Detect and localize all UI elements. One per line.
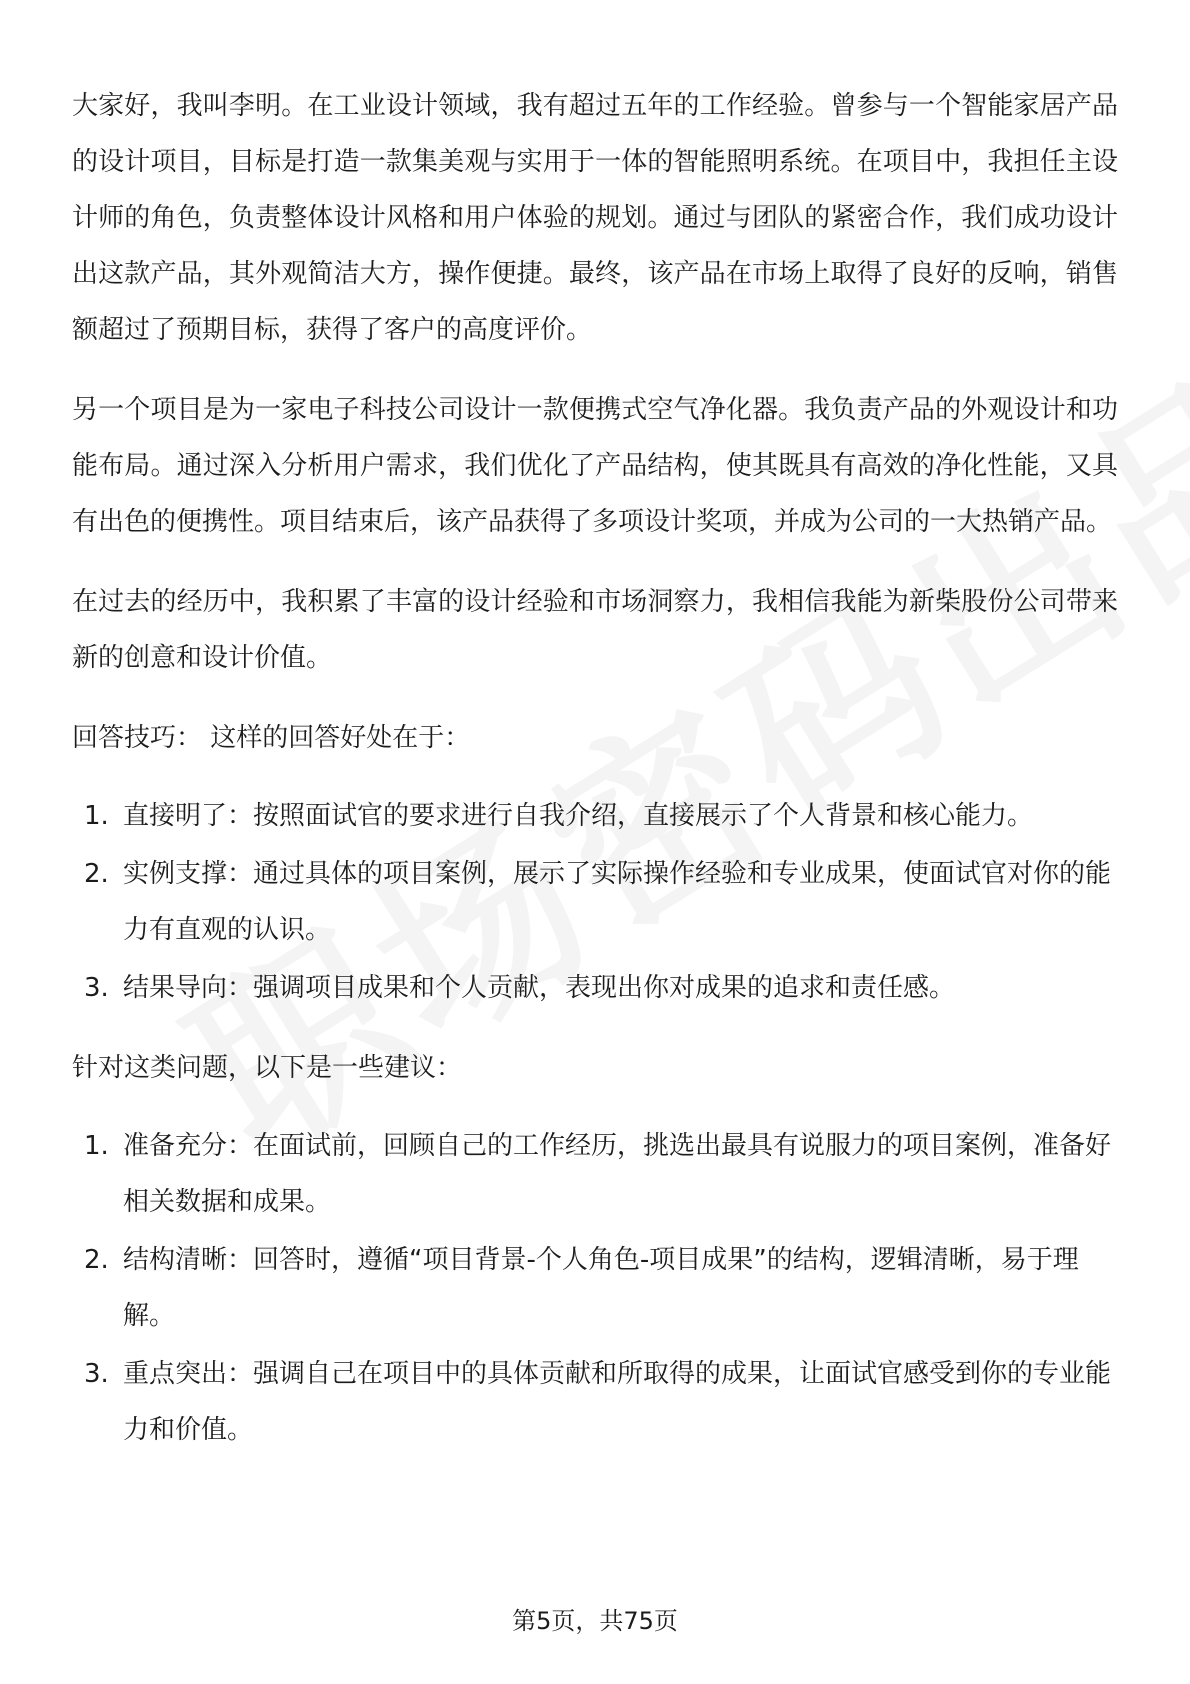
list-item <box>72 788 1118 844</box>
list-number: 2. <box>84 1245 109 1275</box>
list-text: 实例支撑：通过具体的项目案例，展示了实际操作经验和专业成果，使面试官对你的能力有直观的认识。 <box>123 859 1112 945</box>
list-item <box>72 1232 1118 1344</box>
list-text: 重点突出：强调自己在项目中的具体贡献和所取得的成果，让面试官感受到你的专业能力和价值。 <box>123 1359 1112 1445</box>
tips-heading: 回答技巧： 这样的回答好处在于： <box>72 723 471 753</box>
document-body <box>72 78 1118 1482</box>
list-number: 2. <box>84 859 109 889</box>
list-item <box>72 1346 1118 1458</box>
list-item <box>72 846 1118 958</box>
tips-list <box>72 788 1118 1016</box>
list-item <box>72 1118 1118 1230</box>
paragraph-intro: 大家好，我叫李明。在工业设计领域，我有超过五年的工作经验。曾参与一个智能家居产品的设计项目，目标是打造一款集美观与实用于一体的智能照明系统。在项目中，我担任主设计师的角色，负责整体设计风格和用户体验的规划。通过与团队的紧密合作，我们成功设计出这款产品，其外观简洁大方，操作便捷。最终，该产品在市场上取得了良好的反响，销售额超过了预期目标，获得了客户的高度评价。 <box>72 91 1118 345</box>
list-text: 准备充分：在面试前，回顾自己的工作经历，挑选出最具有说服力的项目案例，准备好相关数据和成果。 <box>123 1131 1112 1217</box>
paragraph-conclusion: 在过去的经历中，我积累了丰富的设计经验和市场洞察力，我相信我能为新柴股份公司带来新的创意和设计价值。 <box>72 587 1118 673</box>
suggestions-heading: 针对这类问题，以下是一些建议： <box>72 1053 463 1083</box>
list-text: 直接明了：按照面试官的要求进行自我介绍，直接展示了个人背景和核心能力。 <box>123 801 1034 831</box>
list-number: 3. <box>84 973 109 1003</box>
paragraph-project-two: 另一个项目是为一家电子科技公司设计一款便携式空气净化器。我负责产品的外观设计和功能布局。通过深入分析用户需求，我们优化了产品结构，使其既具有高效的净化性能，又具有出色的便携性。项目结束后，该产品获得了多项设计奖项，并成为公司的一大热销产品。 <box>72 395 1118 537</box>
page-indicator: 第5页，共75页 <box>512 1607 678 1635</box>
suggestions-list <box>72 1118 1118 1458</box>
list-number: 1. <box>84 1131 109 1161</box>
list-number: 1. <box>84 801 109 831</box>
list-text: 结构清晰：回答时，遵循“项目背景-个人角色-项目成果”的结构，逻辑清晰，易于理解。 <box>123 1245 1079 1331</box>
list-text: 结果导向：强调项目成果和个人贡献，表现出你对成果的追求和责任感。 <box>123 973 956 1003</box>
list-item <box>72 960 1118 1016</box>
page-footer <box>0 1606 1190 1636</box>
list-number: 3. <box>84 1359 109 1389</box>
